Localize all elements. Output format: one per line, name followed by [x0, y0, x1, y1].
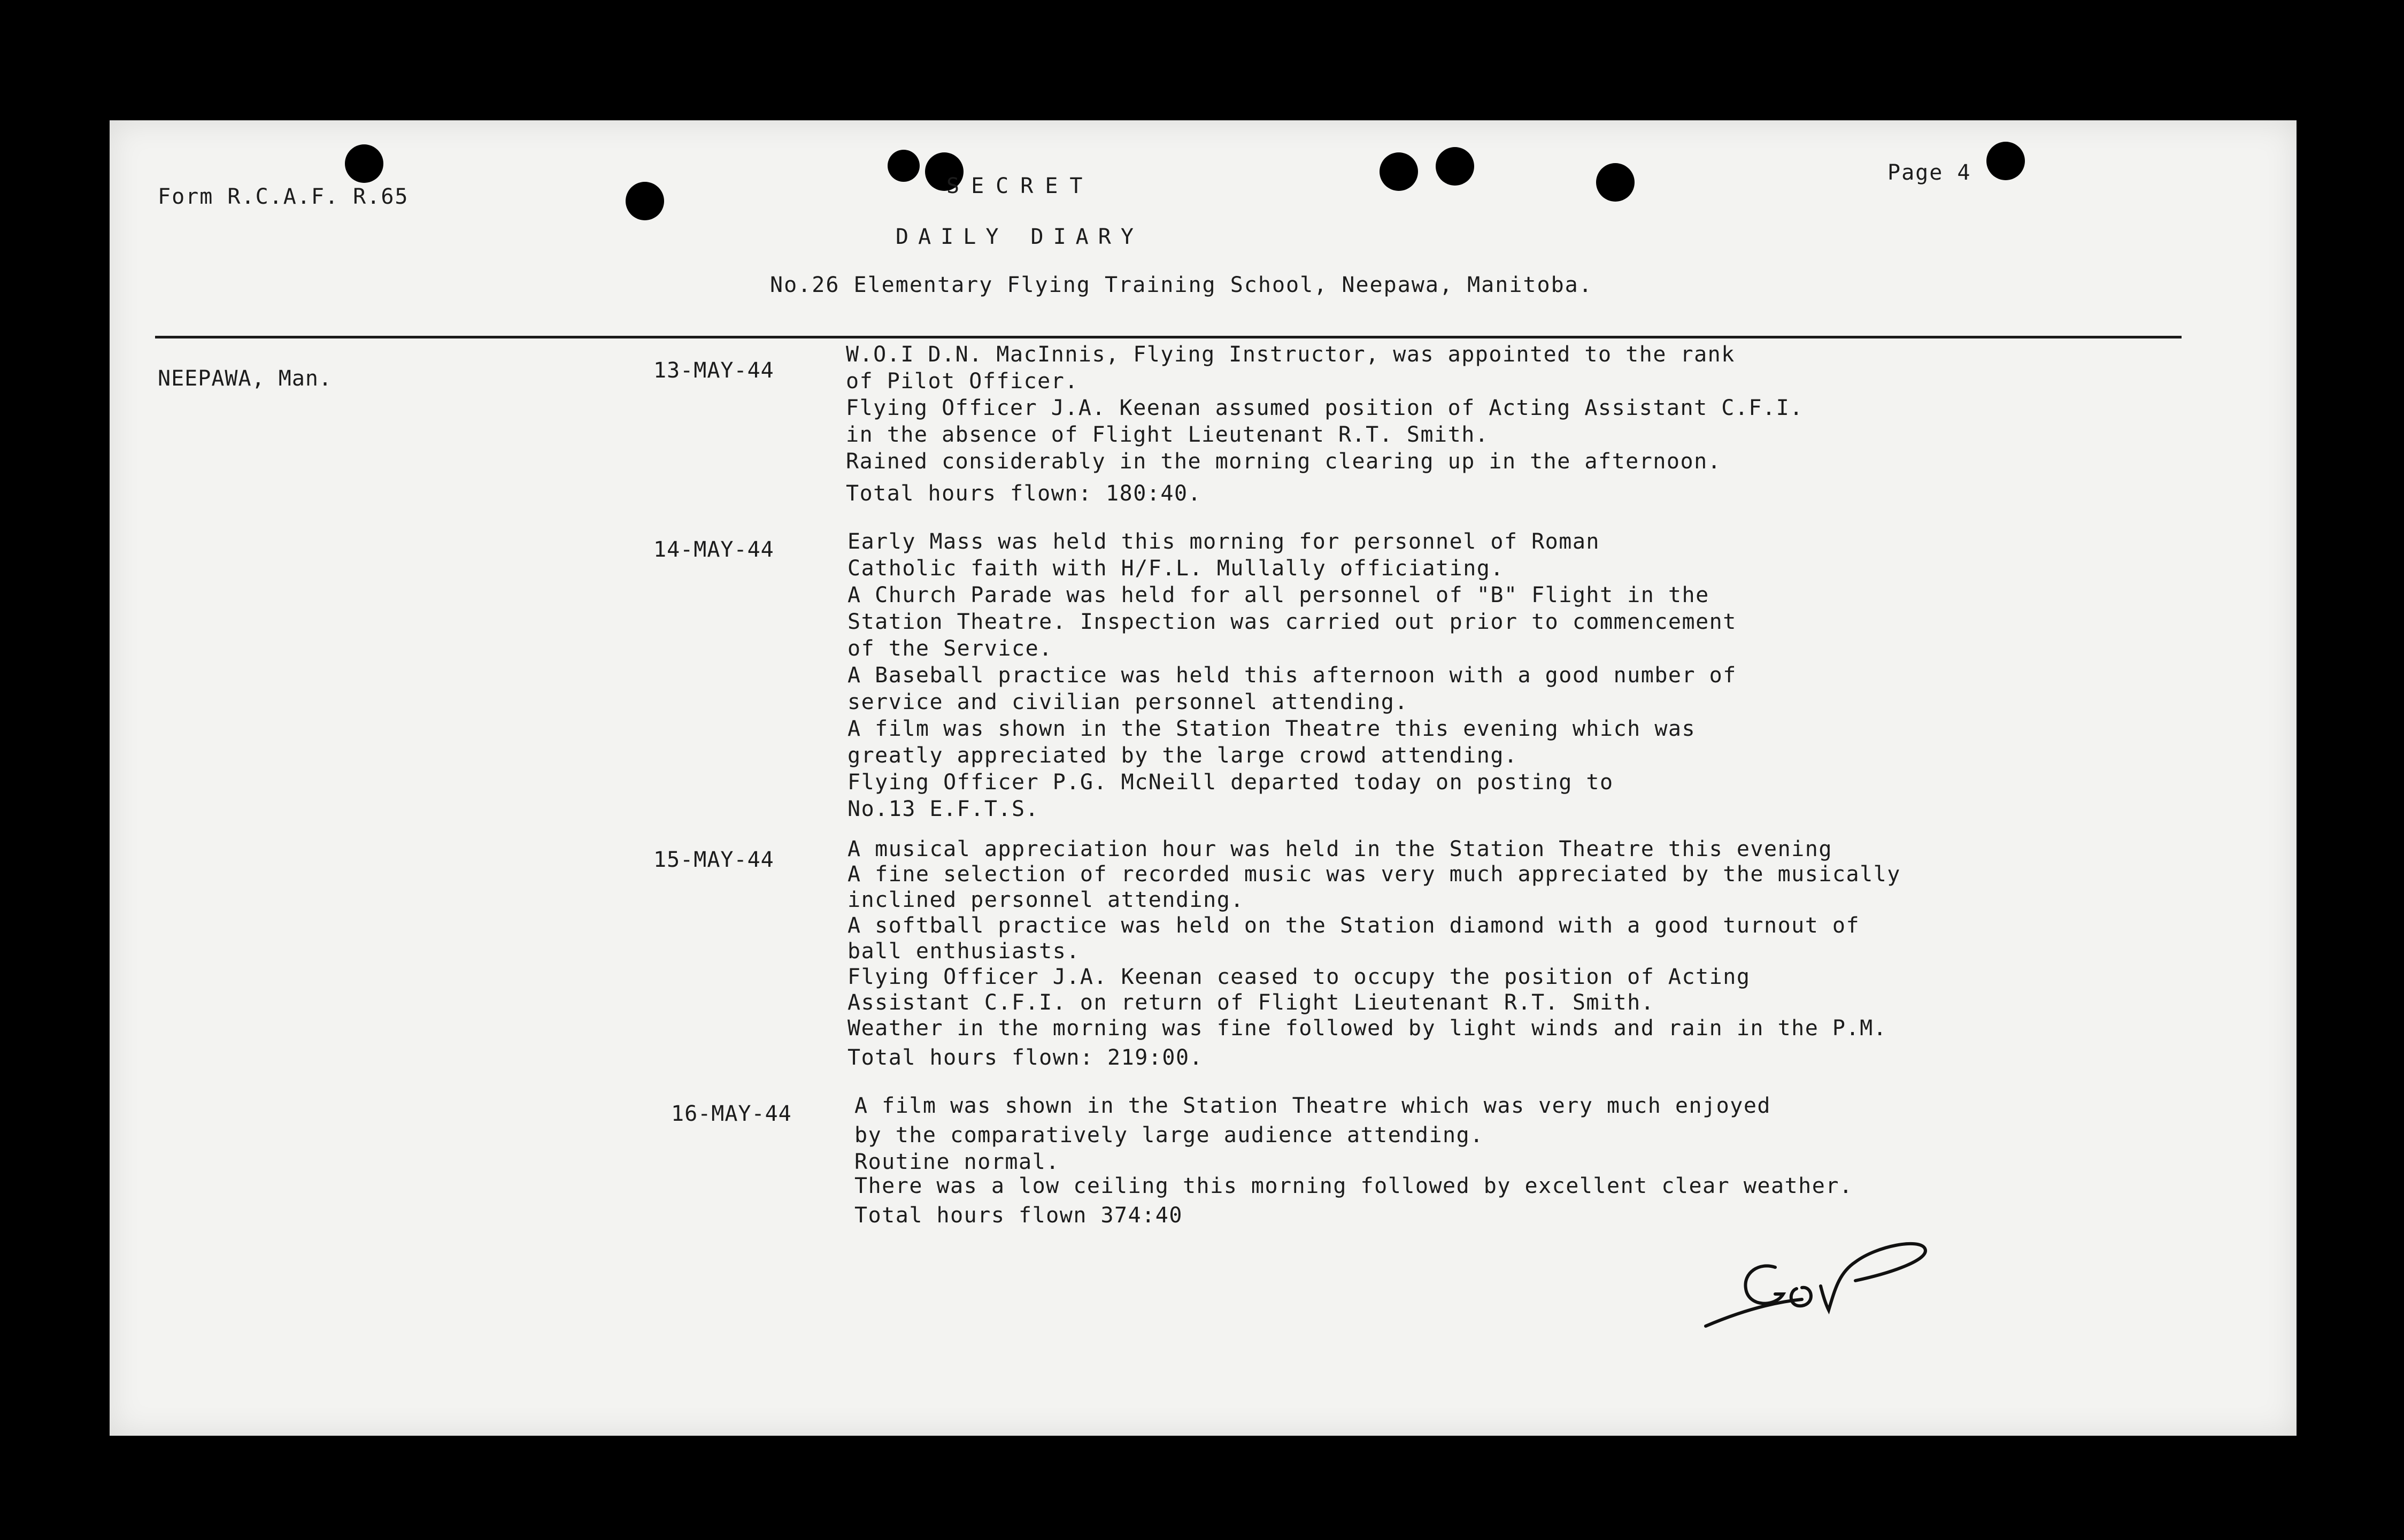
entry-text-line: Station Theatre. Inspection was carried out prior to commencement	[847, 610, 1737, 634]
entry-date: 14-MAY-44	[653, 537, 774, 562]
punch-hole	[888, 150, 920, 182]
punch-hole	[1380, 152, 1418, 191]
entry-text-line: Catholic faith with H/F.L. Mullally officiating.	[847, 556, 1504, 581]
entry-text-line: Total hours flown: 219:00.	[847, 1045, 1204, 1070]
entry-text-line: greatly appreciated by the large crowd attending.	[847, 743, 1518, 768]
handwritten-initials-signature	[1695, 1208, 1941, 1337]
punch-hole	[1436, 147, 1474, 186]
page-label: Page 4	[1887, 160, 1971, 185]
entry-text-line: Total hours flown: 180:40.	[846, 481, 1202, 506]
entry-text-line: A film was shown in the Station Theatre which was very much enjoyed	[854, 1094, 1771, 1118]
entry-text-line: A film was shown in the Station Theatre this evening which was	[847, 717, 1696, 741]
document-title: DAILY DIARY	[896, 225, 1143, 249]
header-rule	[155, 336, 2182, 338]
entry-text-line: A musical appreciation hour was held in the Station Theatre this evening	[847, 837, 1832, 861]
punch-hole	[1596, 163, 1635, 202]
entry-text-line: A Church Parade was held for all personnel of "B" Flight in the	[847, 583, 1709, 607]
entry-text-line: Flying Officer J.A. Keenan assumed position of Acting Assistant C.F.I.	[846, 396, 1804, 420]
entry-date: 15-MAY-44	[653, 848, 774, 872]
entry-text-line: inclined personnel attending.	[847, 888, 1244, 912]
entry-date: 13-MAY-44	[653, 358, 774, 383]
entry-text-line: Assistant C.F.I. on return of Flight Lieutenant R.T. Smith.	[847, 990, 1655, 1015]
entry-text-line: Early Mass was held this morning for personnel of Roman	[847, 529, 1600, 554]
entry-text-line: of the Service.	[847, 636, 1053, 661]
entry-text-line: Flying Officer P.G. McNeill departed today on posting to	[847, 770, 1614, 795]
place-label: NEEPAWA, Man.	[158, 366, 333, 391]
entry-text-line: of Pilot Officer.	[846, 369, 1078, 394]
entry-text-line: Flying Officer J.A. Keenan ceased to occupy the position of Acting	[847, 965, 1751, 989]
entry-text-line: service and civilian personnel attending.	[847, 690, 1408, 714]
entry-text-line: Total hours flown 374:40	[854, 1203, 1183, 1228]
entry-text-line: A Baseball practice was held this afternoon with a good number of	[847, 663, 1737, 688]
entry-text-line: W.O.I D.N. MacInnis, Flying Instructor, was appointed to the rank	[846, 342, 1735, 367]
entry-text-line: in the absence of Flight Lieutenant R.T. Smith.	[846, 422, 1489, 447]
entry-date: 16-MAY-44	[671, 1102, 792, 1126]
form-number: Form R.C.A.F. R.65	[158, 184, 409, 209]
entry-text-line: There was a low ceiling this morning followed by excellent clear weather.	[854, 1174, 1853, 1198]
entry-text-line: A fine selection of recorded music was very much appreciated by the musically	[847, 862, 1901, 887]
entry-text-line: A softball practice was held on the Station diamond with a good turnout of	[847, 913, 1860, 938]
punch-hole	[1986, 142, 2025, 180]
entry-text-line: No.13 E.F.T.S.	[847, 797, 1039, 821]
entry-text-line: Rained considerably in the morning clearing up in the afternoon.	[846, 449, 1722, 474]
entry-text-line: by the comparatively large audience attending.	[854, 1123, 1484, 1148]
entry-text-line: Routine normal.	[854, 1150, 1060, 1174]
punch-hole	[345, 144, 383, 183]
unit-name: No.26 Elementary Flying Training School, Neepawa, Manitoba.	[770, 273, 1593, 297]
entry-text-line: Weather in the morning was fine followed by light winds and rain in the P.M.	[847, 1016, 1887, 1041]
entry-text-line: ball enthusiasts.	[847, 939, 1080, 964]
classification-label: SECRET	[946, 174, 1095, 198]
punch-hole	[626, 182, 664, 220]
